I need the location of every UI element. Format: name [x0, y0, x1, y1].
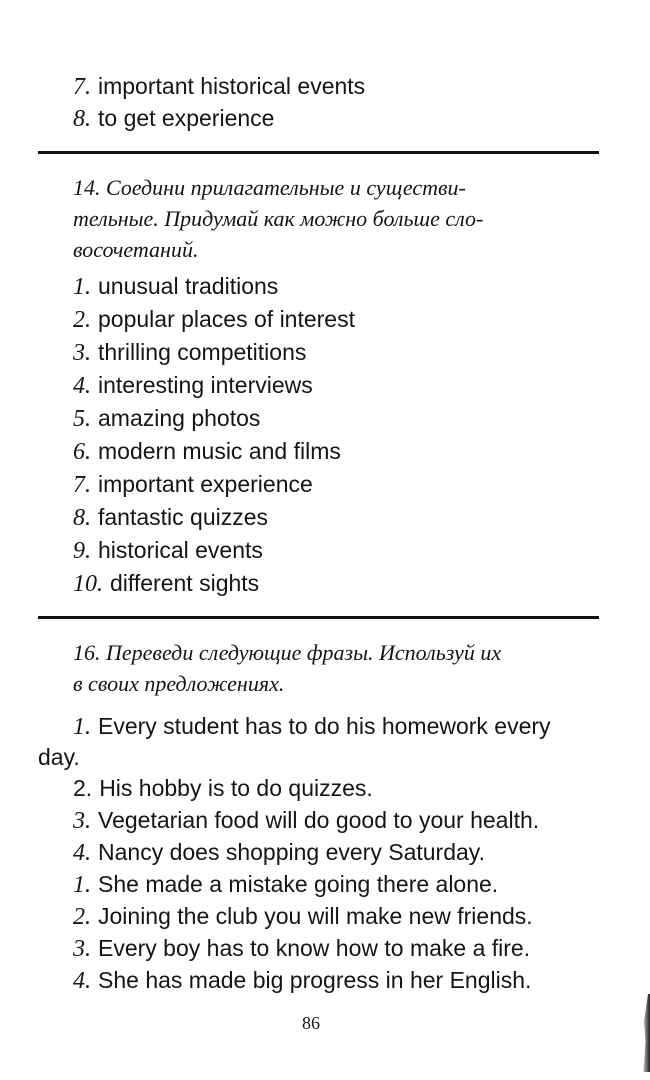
task-16-item: [73, 934, 530, 963]
task-14-heading: [73, 172, 603, 265]
task-16-item: [73, 902, 533, 931]
task-14-item: [73, 272, 278, 301]
item-number: 8.: [73, 505, 91, 531]
item-number: 2.: [73, 904, 91, 930]
item-number: 6.: [73, 439, 91, 465]
item-number: 1.: [73, 872, 91, 898]
task-14-item: [73, 470, 313, 499]
item-text: His hobby is to do quizzes.: [99, 775, 373, 801]
task-14-item: [73, 437, 341, 466]
task-14-item: [73, 305, 355, 334]
task-16-item: [73, 806, 539, 835]
item-text: She made a mistake going there alone.: [98, 871, 499, 897]
item-number: 5.: [73, 406, 91, 432]
task-16-line: 16. Переведи следующие фразы. Используй их: [73, 640, 502, 665]
item-text: fantastic quizzes: [98, 504, 269, 530]
item-text: Joining the club you will make new friends.: [98, 903, 533, 929]
task-14-item: [73, 536, 263, 565]
item-text: popular places of interest: [98, 306, 355, 332]
item-number: 3.: [73, 936, 91, 962]
item-number: 3.: [73, 340, 91, 366]
task-14-item: [73, 569, 259, 598]
item-text: different sights: [110, 570, 260, 596]
item-number: 8.: [73, 106, 91, 132]
item-text: She has made big progress in her English.: [98, 967, 532, 993]
item-text: historical events: [98, 537, 263, 563]
page-edge-shadow: [640, 994, 650, 1072]
task-16-item: [73, 870, 498, 899]
task-14-item: [73, 371, 313, 400]
item-text: unusual traditions: [98, 273, 279, 299]
task-14-line: восочетаний.: [73, 237, 199, 262]
task-16-item: [73, 774, 373, 802]
top-list-item: [73, 104, 274, 133]
item-text: thrilling competitions: [98, 339, 307, 365]
item-number: 3.: [73, 808, 91, 834]
item-number: 10.: [73, 571, 103, 597]
item-number: 7.: [73, 74, 91, 100]
item-text: important historical events: [98, 73, 366, 99]
task-14-line: 14. Соедини прилагательные и существи-: [73, 175, 466, 200]
page-number: 86: [302, 1013, 320, 1033]
top-list-item: [73, 72, 365, 101]
item-number: 7.: [73, 472, 91, 498]
item-text: Every boy has to know how to make a fire.: [98, 935, 531, 961]
item-text: important experience: [98, 471, 313, 497]
item-number: 4.: [73, 840, 91, 866]
item-text: Every student has to do his homework every: [98, 713, 551, 739]
task-16-item: [73, 966, 531, 995]
task-14-line: тельные. Придумай как можно больше сло-: [73, 206, 484, 231]
item-number: 9.: [73, 538, 91, 564]
task-14-item: [73, 503, 268, 532]
item-text: amazing photos: [98, 405, 261, 431]
task-16-line: в своих предложениях.: [73, 671, 285, 696]
item-number: 1.: [73, 714, 91, 740]
item-text: Nancy does shopping every Saturday.: [98, 839, 485, 865]
item-number: 1.: [73, 274, 91, 300]
item-number: 2.: [73, 775, 93, 801]
item-text: Vegetarian food will do good to your health.: [98, 807, 540, 833]
item-number: 4.: [73, 968, 91, 994]
task-16-heading: [73, 637, 603, 699]
task-16-item-continuation: day.: [38, 744, 80, 770]
item-text: to get experience: [98, 105, 275, 131]
item-text: interesting interviews: [98, 372, 313, 398]
section-divider: [38, 616, 599, 619]
task-14-item: [73, 404, 260, 433]
item-number: 4.: [73, 373, 91, 399]
task-16-item: [73, 712, 551, 741]
task-16-item: [73, 838, 485, 867]
task-14-item: [73, 338, 306, 367]
item-text: modern music and films: [98, 438, 341, 464]
item-number: 2.: [73, 307, 91, 333]
section-divider: [38, 151, 599, 154]
